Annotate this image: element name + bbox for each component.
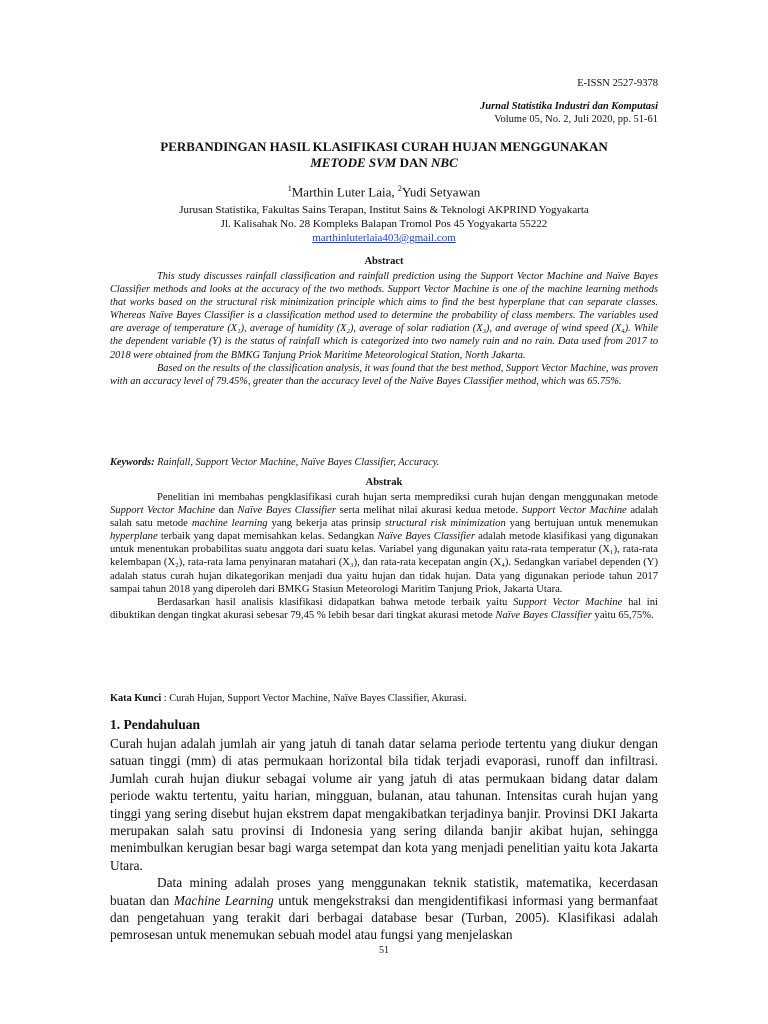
affiliation-line-2: Jl. Kalisahak No. 28 Kompleks Balapan Tromol Pos 45 Yogyakarta 55222 (220, 218, 548, 230)
title-line-1: PERBANDINGAN HASIL KLASIFIKASI CURAH HUJAN MENGGUNAKAN (160, 139, 608, 154)
journal-name: Jurnal Statistika Industri dan Komputasi (480, 101, 658, 112)
journal-volume: Volume 05, No. 2, Juli 2020, pp. 51-61 (494, 113, 658, 125)
kata-kunci-label: Kata Kunci (110, 693, 162, 704)
abstract-indonesian (110, 491, 658, 622)
author-1: Marthin Luter Laia, (291, 184, 398, 200)
author-email-link[interactable]: marthinluterlaia403@gmail.com (312, 232, 456, 244)
section-body (110, 735, 658, 944)
abstract-english (110, 270, 658, 388)
keywords-english (110, 457, 658, 468)
affiliation-line-1: Jurusan Statistika, Fakultas Sains Terapan, Institut Sains & Teknologi AKPRIND Yogyakarta (179, 204, 589, 216)
abstrak-paragraph-1: Penelitian ini membahas pengklasifikasi curah hujan serta memprediksi curah hujan dengan menggunakan metode Support Vector Machine dan Naïve Bayes Classifier serta melihat nilai akurasi kedua metode. Support Vector Machine adalah salah satu metode machine learning yang bekerja atas prinsip structural risk minimization yang bertujuan untuk menemukan hyperplane terbaik yang dapat memisahkan kelas. Sedangkan Naïve Bayes Classifier adalah metode klasifikasi yang digunakan untuk menentukan probabilitas suatu anggota dari suatu kelas. Variabel yang digunakan yaitu rata-rata temperatur (X₁), rata-rata kelembapan (X₂), rata-rata lama penyinaran matahari (X₃), dan rata-rata kecepatan angin (X₄). Sedangkan variabel dependen (Y) adalah status curah hujan dikategorikan menjadi dua yaitu hujan dan tidak hujan. Data yang digunakan periode tahun 2017 sampai tahun 2018 yang diperoleh dari BMKG Stasiun Meteorologi Maritim Tanjung Priok, Jakarta Utara. (110, 492, 658, 595)
kata-kunci-text: : Curah Hujan, Support Vector Machine, Naïve Bayes Classifier, Akurasi. (161, 693, 467, 704)
kata-kunci (110, 693, 658, 704)
title-method-svm: METODE SVM (310, 155, 397, 170)
abstract-en-paragraph-2: Based on the results of the classification analysis, it was found that the best method, Support Vector Machine, was proven with an accuracy level of 79.45%, greater than the accuracy level of the Naïve Bayes Classifier method, which was 65.75%. (110, 362, 658, 387)
author-1-sup: 1 (287, 184, 292, 193)
title-and: DAN (396, 155, 432, 170)
title-method-nbc: NBC (431, 155, 458, 170)
abstract-en-paragraph-1: This study discusses rainfall classification and rainfall prediction using the Support Vector Machine and Naïve Bayes Classifier methods and looks at the accuracy of the two methods. Support Vector Machine is one of the machine learning methods that works based on the structural risk minimization principle which aims to find the best hyperplane that can separate classes. Whereas Naïve Bayes Classifier is a classification method used to determine the probability of class members. The variables used are average of temperature (X₁), average of humidity (X₂), average of solar radiation (X₃), and average of wind speed (X₄). While the dependent variable (Y) is the status of rainfall which is categorized into two namely rain and no rain. Data used from 2017 to 2018 were obtained from the BMKG Tanjung Priok Maritime Meteorological Station, North Jakarta. (110, 271, 658, 361)
page-number: 51 (379, 945, 389, 956)
abstrak-paragraph-2: Berdasarkan hasil analisis klasifikasi didapatkan bahwa metode terbaik yaitu Support Vector Machine hal ini dibuktikan dengan tingkat akurasi sebesar 79,45 % lebih besar dari tingkat akurasi metode Naïve Bayes Classifier yaitu 65,75%. (110, 596, 658, 621)
journal-info (480, 101, 658, 126)
paper-title (110, 139, 658, 171)
keywords-text: Rainfall, Support Vector Machine, Naïve Bayes Classifier, Accuracy. (154, 457, 440, 468)
abstract-heading: Abstract (364, 256, 404, 267)
authors (110, 184, 658, 200)
issn: E-ISSN 2527-9378 (577, 78, 658, 89)
author-2: Yudi Setyawan (401, 184, 481, 200)
affiliation (110, 203, 658, 245)
abstrak-heading: Abstrak (365, 477, 403, 488)
body-paragraph-1: Curah hujan adalah jumlah air yang jatuh di tanah datar selama periode tertentu yang diukur dengan satuan tinggi (mm) di atas permukaan horizontal bila tidak terjadi evaporasi, runoff dan infiltrasi. Jumlah curah hujan diukur sebagai volume air yang jatuh di atas permukaan bidang datar dalam periode waktu tertentu, yaitu harian, mingguan, bulanan, atau tahunan. Intensitas curah hujan yang tinggi yang sering disebut hujan ekstrem dapat mengakibatkan terjadinya banjir. Provinsi DKI Jakarta merupakan salah satu provinsi di Indonesia yang sering dilanda banjir akibat hujan, sehingga menimbulkan kerugian besar bagi warga setempat dan kota yang menjadi penelitian yaitu kota Jakarta Utara. (110, 736, 658, 873)
author-2-sup: 2 (397, 184, 402, 193)
body-paragraph-2: Data mining adalah proses yang menggunakan teknik statistik, matematika, kecerdasan buatan dan Machine Learning untuk mengekstraksi dan mengidentifikasi informasi yang bermanfaat dan pengetahuan yang terakit dari berbagai database besar (Turban, 2005). Klasifikasi adalah pemrosesan untuk menemukan sebuah model atau fungsi yang menjelaskan (110, 875, 658, 943)
title-line-2 (110, 155, 658, 171)
keywords-label: Keywords: (110, 457, 155, 468)
section-heading-pendahuluan: 1. Pendahuluan (110, 717, 201, 732)
